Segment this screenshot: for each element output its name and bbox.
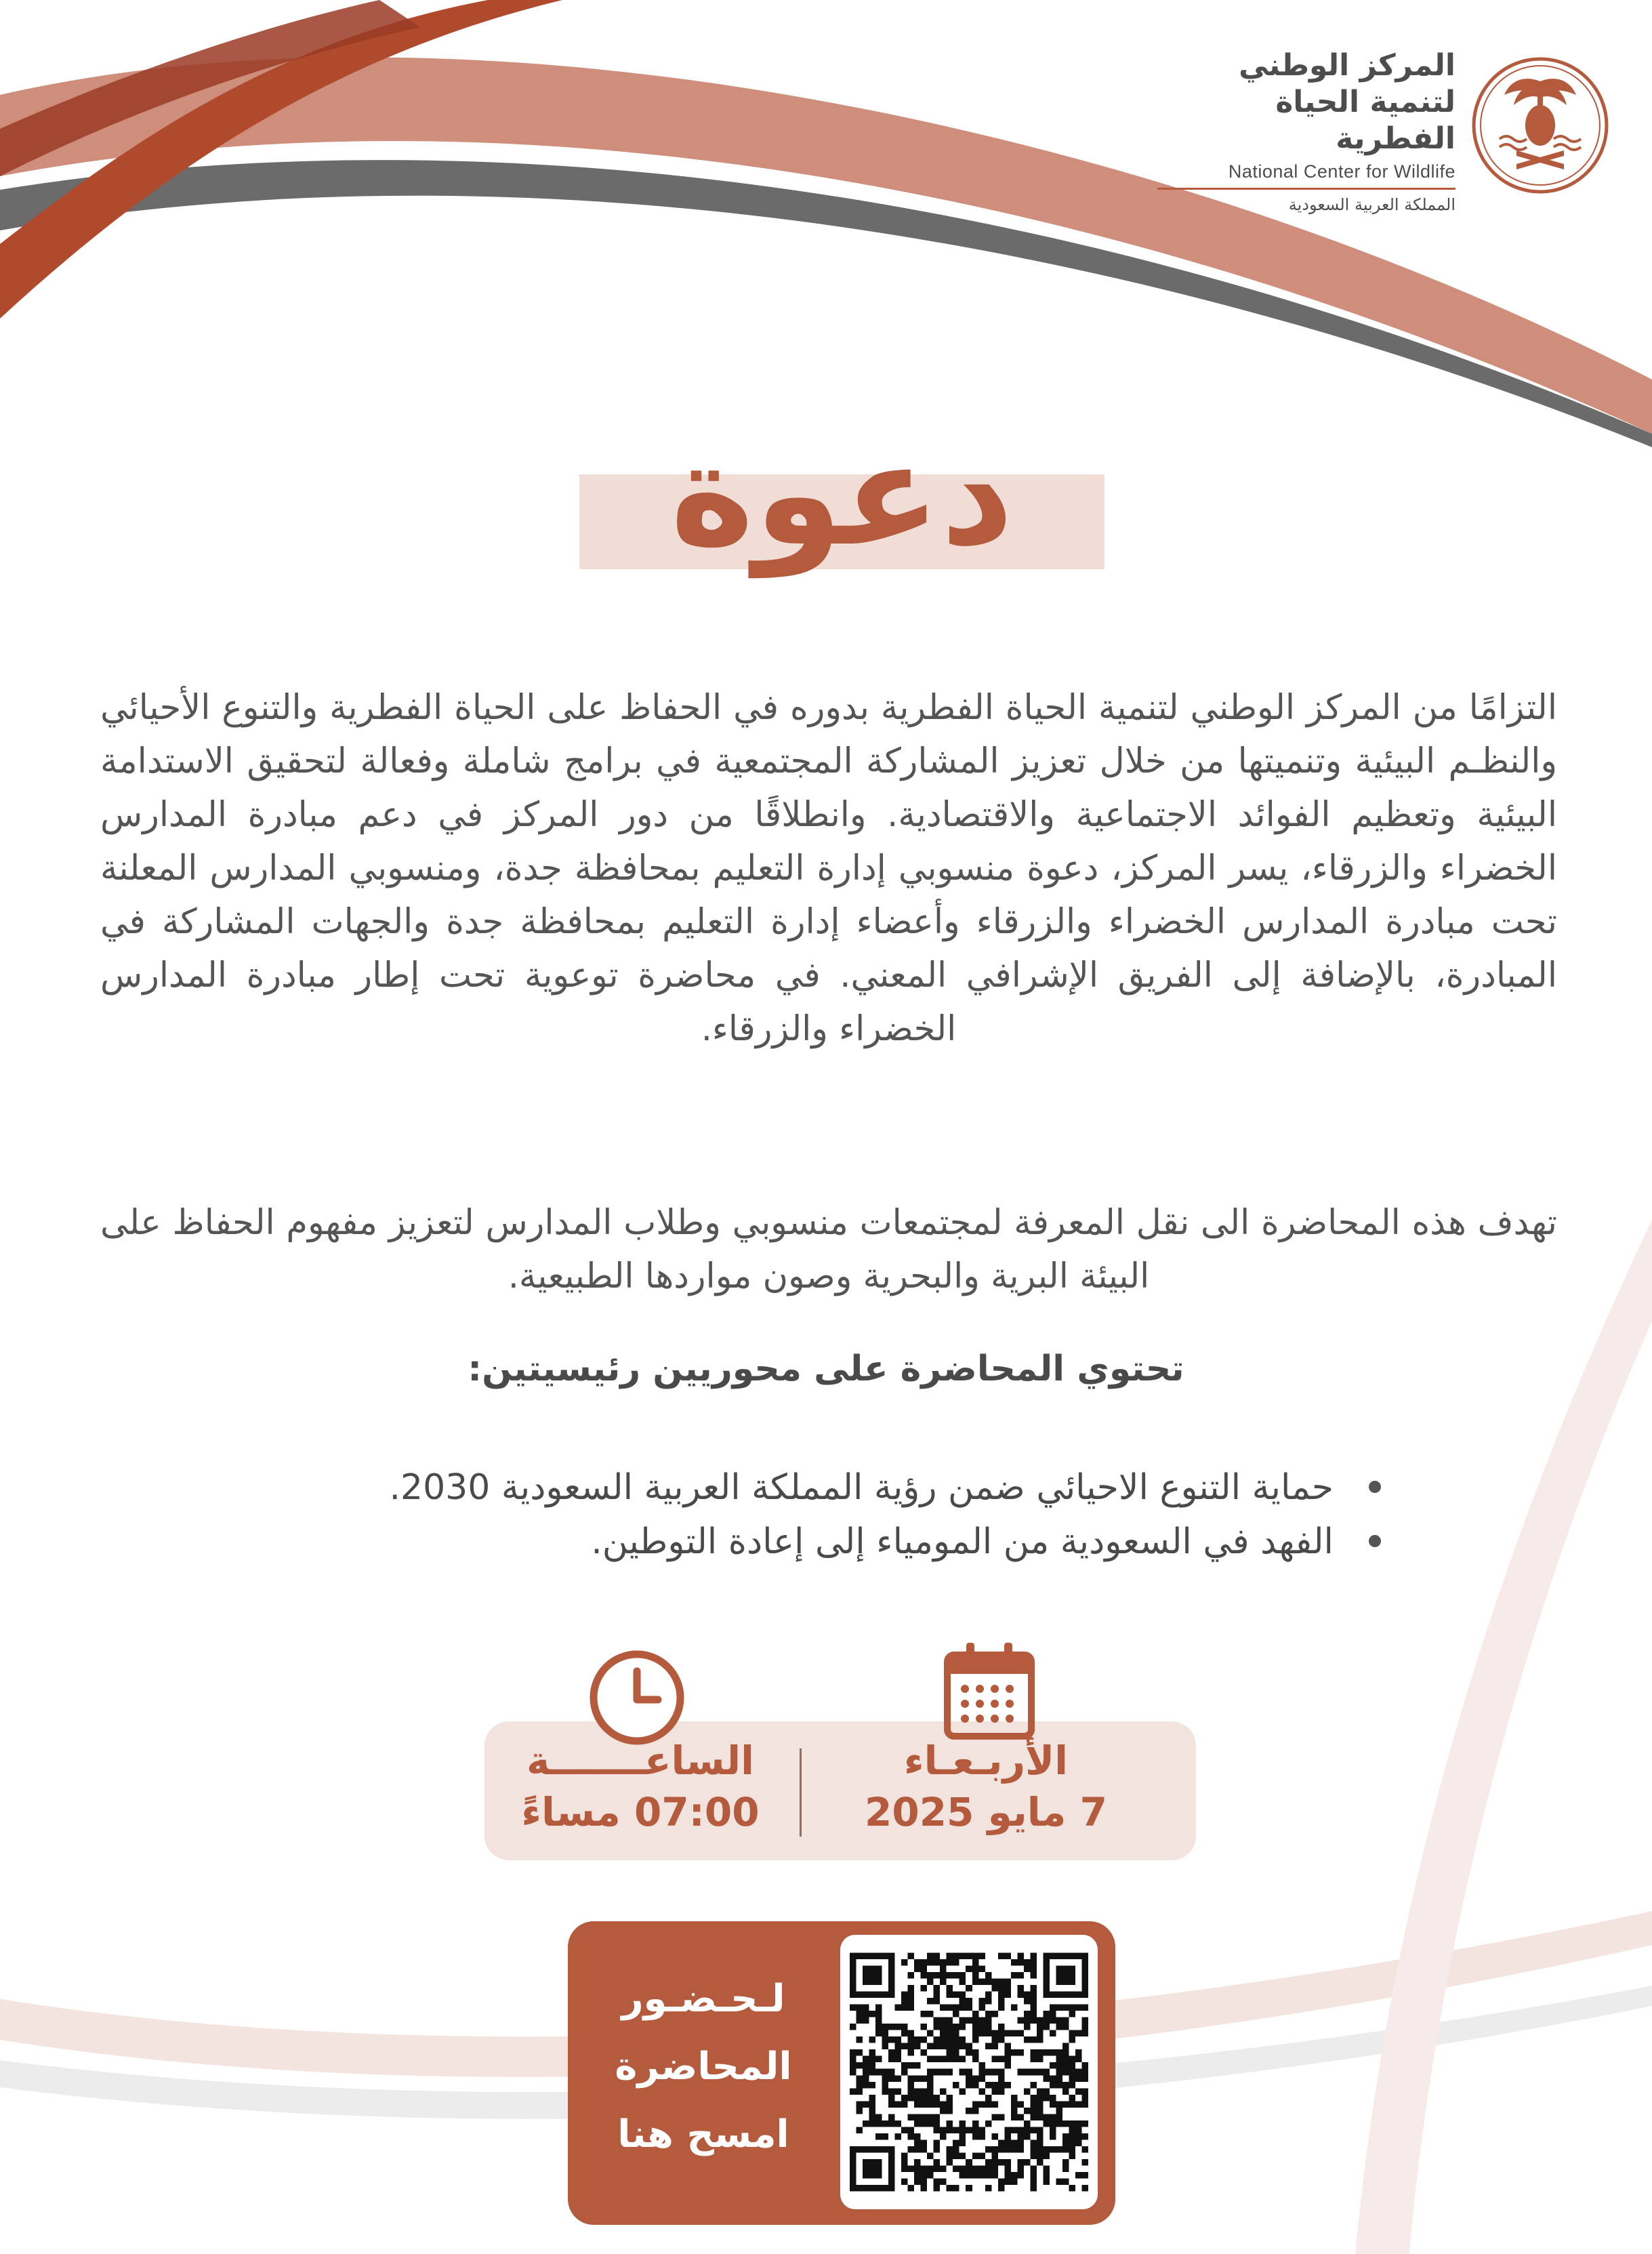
logo-name-line1: المركز الوطني — [1239, 48, 1455, 83]
event-date-block — [827, 1735, 1145, 1838]
qr-code-frame[interactable] — [840, 1935, 1098, 2209]
event-time-block — [495, 1735, 786, 1838]
intro-paragraph: التزامًا من المركز الوطني لتنمية الحياة الفطرية بدوره في الحفاظ على الحياة الفطرية والتنوع الأحيائي والنظـم البيئية وتنميتها من خلال تعزيز المشاركة المجتمعية في برامج شاملة وفعالة لتحقيق الاستدامة البيئية وتعظيم الفوائد الاجتماعية والاقتصادية. وانطلاقًا من دور المركز في دعم مبادرة المدارس الخضراء والزرقاء، يسر المركز، دعوة منسوبي إدارة التعليم بمحافظة جدة، ومنسوبي المدارس المعلنة تحت مبادرة المدارس الخضراء والزرقاء وأعضاء إدارة التعليم بمحافظة جدة والجهات المشاركة في المبادرة، بالإضافة إلى الفريق الإشرافي المعني. في محاضرة توعوية تحت إطار مبادرة المدارس الخضراء والزرقاء. — [100, 688, 1557, 1049]
palm-emblem-icon — [1469, 54, 1611, 197]
topic-text: حماية التنوع الاحيائي ضمن رؤية المملكة العربية السعودية 2030. — [389, 1467, 1334, 1508]
bullet-icon — [1369, 1481, 1381, 1493]
clock-icon — [586, 1647, 688, 1748]
bullet-icon — [1369, 1535, 1381, 1547]
event-date: 7 مايو 2025 — [864, 1789, 1107, 1835]
registration-line1: لـحـضـور — [621, 1977, 785, 2021]
logo-text-block — [1157, 47, 1455, 214]
goal-paragraph: تهدف هذه المحاضرة الى نقل المعرفة لمجتمعات منسوبي وطلاب المدارس لتعزيز مفهوم الحفاظ على البيئة البرية والبحرية وصون مواردها الطبيعية. — [100, 1203, 1557, 1296]
topic-text: الفهد في السعودية من المومياء إلى إعادة التوطين. — [591, 1521, 1334, 1562]
event-time: 07:00 مساءً — [521, 1789, 760, 1835]
ncw-logo — [1228, 41, 1611, 214]
list-item — [229, 1460, 1381, 1515]
day-label: الأربـعـاء — [903, 1738, 1069, 1784]
registration-line3: امسح هنا — [617, 2112, 789, 2156]
page-title: دعوة — [670, 411, 1014, 577]
topics-list — [229, 1460, 1381, 1569]
topics-heading: تحتوي المحاضرة على محوريين رئيسيتين: — [468, 1349, 1184, 1389]
logo-name-english: National Center for Wildlife — [1228, 161, 1455, 182]
time-label: الساعـــــــة — [526, 1738, 755, 1784]
info-divider — [800, 1748, 802, 1837]
logo-country: المملكة العربية السعودية — [1288, 195, 1455, 214]
logo-name-line2: لتنمية الحياة الفطرية — [1275, 85, 1455, 156]
logo-divider — [1157, 188, 1455, 190]
qr-code-icon[interactable] — [850, 1944, 1088, 2200]
registration-label — [581, 1965, 825, 2169]
registration-line2: المحاضرة — [615, 2045, 792, 2089]
list-item — [229, 1515, 1381, 1569]
calendar-icon — [942, 1640, 1037, 1742]
